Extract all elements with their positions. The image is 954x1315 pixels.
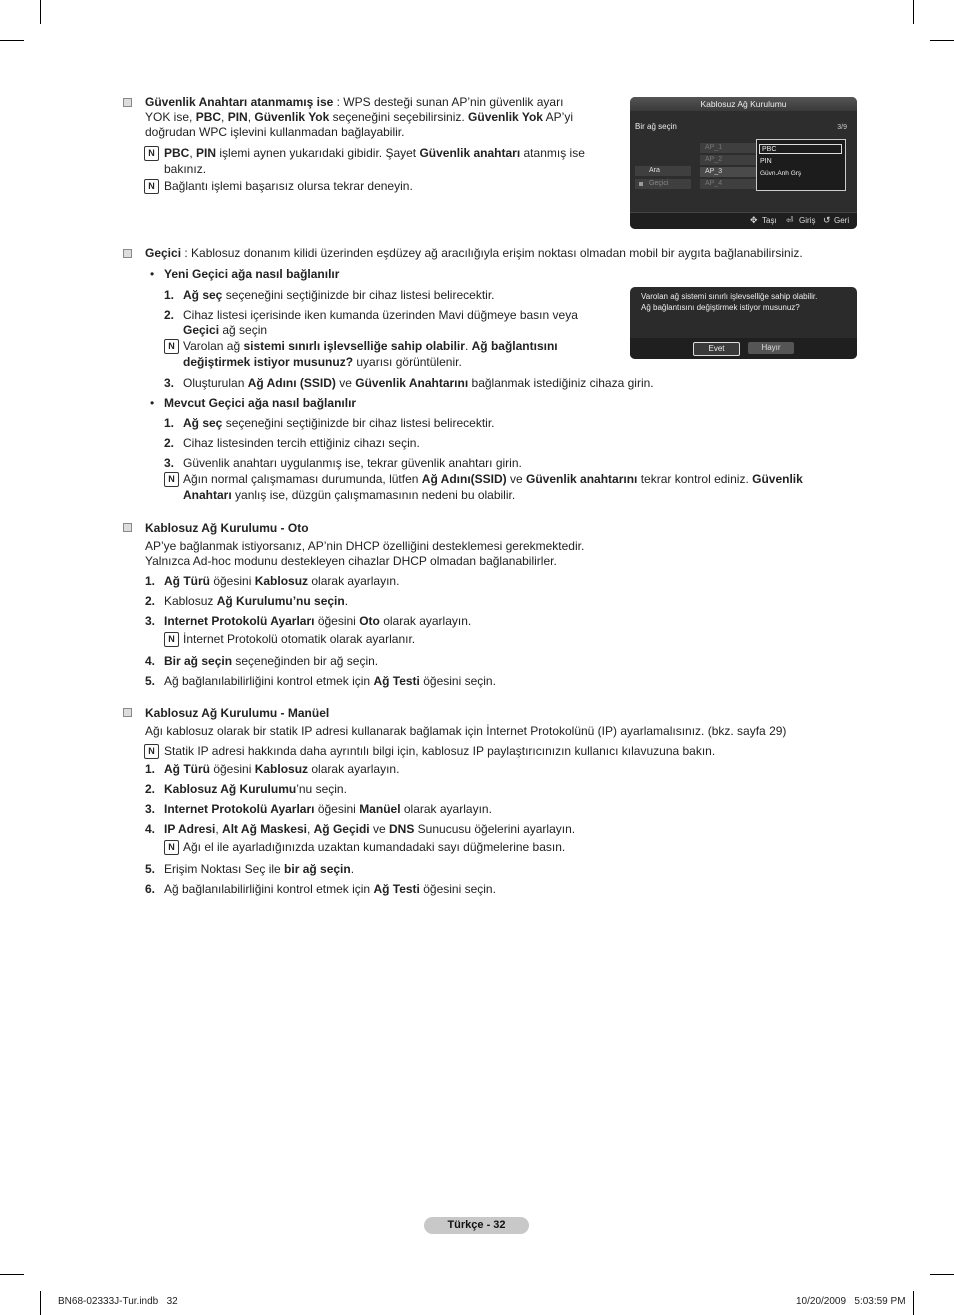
footer-file: BN68-02333J-Tur.indb 32 (58, 1296, 178, 1307)
section-title (145, 706, 329, 720)
crop-mark (913, 0, 914, 24)
text: uyarısı görüntülenir. (353, 355, 462, 369)
bold-text: Kablosuz (254, 762, 309, 776)
note-line (183, 632, 415, 646)
text: Ağı kablosuz olarak bir statik IP adresi kullanarak bağlamak için İnternet Protokolünü (IP) ayarlamalısınız. (bkz. sayfa 29) (145, 724, 787, 738)
note-icon: N (164, 632, 179, 647)
note-icon: N (164, 840, 179, 855)
step-number: 3. (145, 614, 156, 628)
bold-text: Güvenlik Anahtarını (355, 376, 469, 390)
bold-text: Ağ Geçidi (313, 822, 370, 836)
step-line (164, 594, 348, 608)
text: , (215, 822, 223, 836)
section-title (145, 521, 309, 535)
text: Ağ bağlanılabilirliğini kontrol etmek için (164, 882, 374, 896)
text: tekrar kontrol ediniz. (637, 472, 753, 486)
text: Bağlantı işlemi başarısız olursa tekrar deneyin. (164, 179, 413, 193)
square-bullet-icon (123, 523, 132, 532)
bold-text: Manüel (359, 802, 401, 816)
text: Yalnızca Ad-hoc modunu destekleyen cihazlar DHCP olmadan bağlanabilirler. (145, 554, 557, 568)
text: Güvenlik anahtarı uygulanmış ise, tekrar güvenlik anahtarı girin. (183, 456, 522, 470)
text: Oluşturulan (183, 376, 248, 390)
text: ’nu seçin. (296, 782, 347, 796)
bold-text: Ağ seç (183, 288, 223, 302)
bold-text: PBC (164, 146, 190, 160)
crop-mark (0, 40, 24, 41)
tv-footer (630, 212, 857, 229)
step-number: 1. (164, 288, 175, 302)
bold-text: PBC (195, 110, 222, 124)
note-line (164, 179, 413, 193)
paragraph-line (145, 110, 573, 124)
bold-text: Mevcut Geçici ağa nasıl bağlanılır (164, 396, 357, 410)
bold-text: Ağ seç (183, 416, 223, 430)
bold-text: Ağ Testi (373, 882, 420, 896)
bold-text: Güvenlik anahtarını (526, 472, 638, 486)
bold-text: Oto (359, 614, 380, 628)
ap-item[interactable]: AP_2 (700, 155, 761, 165)
popup-item[interactable]: Güvn.Anh Grş (760, 170, 802, 177)
tv-left-item[interactable] (635, 166, 691, 176)
bold-text: Güvenlik Yok (468, 110, 543, 124)
bold-text: DNS (388, 822, 415, 836)
step-line (183, 436, 420, 450)
tv-footer-move: Taşı (762, 216, 777, 225)
text: olarak ayarlayın. (379, 614, 472, 628)
crop-mark (930, 1274, 954, 1275)
note-icon: N (144, 744, 159, 759)
bold-text: Ağ Kurulumu’nu seçin (216, 594, 345, 608)
text: öğesini seçin. (419, 674, 496, 688)
text: : WPS desteği sunan AP’nin güvenlik ayarı (333, 95, 564, 109)
note-line (183, 840, 565, 854)
bold-text: Kablosuz Ağ Kurulumu - Manüel (145, 706, 330, 720)
tv-footer-enter: Giriş (799, 216, 816, 225)
text: atanmış ise (520, 146, 585, 160)
text: Ağın normal çalışmaması durumunda, lütfen (183, 472, 422, 486)
bold-text: Güvenlik Yok (254, 110, 330, 124)
text: seçeneğini seçtiğinizde bir cihaz listesi belirecektir. (222, 288, 495, 302)
text: olarak ayarlayın. (308, 574, 400, 588)
text: AP’yi (542, 110, 573, 124)
square-bullet-icon (123, 708, 132, 717)
step-line (164, 862, 354, 876)
step-line (183, 456, 522, 470)
step-number: 2. (164, 308, 175, 322)
tv-left-item[interactable] (635, 179, 691, 189)
text: YOK ise, (145, 110, 196, 124)
paragraph-line (145, 539, 584, 553)
tv-message-line: Varolan ağ sistemi sınırlı işlevselliğe sahip olabilir. (641, 292, 818, 301)
ap-item[interactable]: AP_3 (700, 167, 761, 177)
text: Ağı el ile ayarladığınızda uzaktan kumandadaki sayı düğmelerine basın. (183, 840, 566, 854)
move-icon: ✥ (750, 215, 758, 225)
text: olarak ayarlayın. (400, 802, 492, 816)
step-number: 6. (145, 882, 156, 896)
tv-left-item-label: Geçici (649, 180, 669, 187)
text: AP’ye bağlanmak istiyorsanız, AP’nin DHCP özelliğini desteklemesi gerekmektedir. (145, 539, 585, 553)
text: Sunucusu öğelerini ayarlayın. (414, 822, 576, 836)
bold-text: Internet Protokolü Ayarları (164, 614, 315, 628)
step-line (164, 882, 496, 896)
step-line (164, 822, 575, 836)
note-line (183, 488, 515, 502)
text: . (464, 339, 472, 353)
text: . (350, 862, 355, 876)
paragraph-line (145, 95, 563, 109)
bold-text: PIN (196, 146, 217, 160)
text: Statik IP adresi hakkında daha ayrıntılı bilgi için, kablosuz IP paylaştırıcınızın kullanıcı kılavuzuna bakın. (164, 744, 716, 758)
tv-label: Bir ağ seçin (635, 122, 677, 131)
step-number: 1. (145, 762, 156, 776)
bold-text: Güvenlik Anahtarı atanmamış ise (145, 95, 334, 109)
bold-text: Güvenlik (752, 472, 803, 486)
crop-mark (913, 1291, 914, 1315)
text: İnternet Protokolü otomatik olarak ayarlanır. (183, 632, 416, 646)
bold-text: Güvenlik anahtarı (419, 146, 521, 160)
bold-text: Ağ Türü (164, 762, 210, 776)
bold-text: Anahtarı (183, 488, 232, 502)
note-icon: N (164, 472, 179, 487)
tv-message-line: Ağ bağlantısını değiştirmek istiyor musunuz? (641, 303, 800, 312)
security-popup (756, 139, 846, 191)
text: , (221, 110, 228, 124)
note-line (164, 744, 715, 758)
text: öğesini (314, 614, 360, 628)
text: ve (335, 376, 356, 390)
step-number: 4. (145, 654, 156, 668)
no-button[interactable]: Hayır (748, 342, 794, 354)
text: ve (369, 822, 389, 836)
ap-item[interactable]: AP_4 (700, 179, 761, 189)
bold-text: Ağ bağlantısını (471, 339, 558, 353)
note-icon: N (164, 339, 179, 354)
crop-mark (0, 1274, 24, 1275)
bold-text: Alt Ağ Maskesi (222, 822, 307, 836)
note-line (183, 355, 462, 369)
blue-square-icon (639, 182, 643, 186)
bold-text: Ağ Adını(SSID) (421, 472, 507, 486)
tv-left-item-label: Ara (649, 167, 660, 174)
text: Erişim Noktası Seç ile (164, 862, 285, 876)
square-bullet-icon (123, 249, 132, 258)
crop-mark (40, 0, 41, 24)
subsection-title (164, 396, 356, 410)
step-number: 2. (145, 594, 156, 608)
text: , (189, 146, 197, 160)
bold-text: PIN (227, 110, 248, 124)
tv-divider (630, 338, 857, 359)
step-number: 2. (145, 782, 156, 796)
bullet-icon: • (150, 396, 155, 410)
step-number: 3. (164, 456, 175, 470)
step-number: 1. (145, 574, 156, 588)
text: seçeneğini seçtiğinizde bir cihaz listesi belirecektir. (222, 416, 495, 430)
text: yanlış ise, düzgün çalışmamasının nedeni bu olabilir. (231, 488, 516, 502)
text: Varolan ağ (183, 339, 244, 353)
bold-text: Kablosuz Ağ Kurulumu - Oto (145, 521, 309, 535)
bold-text: Internet Protokolü Ayarları (164, 802, 315, 816)
text: öğesini (314, 802, 360, 816)
step-line (164, 574, 399, 588)
bold-text: Kablosuz (254, 574, 309, 588)
paragraph-line (145, 724, 786, 738)
text: Cihaz listesi içerisinde iken kumanda üzerinden Mavi düğmeye basın veya (183, 308, 578, 322)
step-line (164, 802, 492, 816)
text: seçeneğinden bir ağ seçin. (232, 654, 379, 668)
text: : Kablosuz donanım kilidi üzerinden eşdüzey ağ aracılığıyla erişim noktası olmadan mobil bir aygıta bağlanabilirsiniz. (181, 246, 803, 260)
text: ağ seçin (219, 323, 268, 337)
bullet-icon: • (150, 267, 155, 281)
bold-text: Geçici (145, 246, 182, 260)
bold-text: Ağ Türü (164, 574, 210, 588)
crop-mark (40, 1291, 41, 1315)
text: olarak ayarlayın. (308, 762, 400, 776)
step-line (164, 614, 471, 628)
note-icon: N (144, 146, 159, 161)
bold-text: Yeni Geçici ağa nasıl bağlanılır (164, 267, 340, 281)
step-number: 1. (164, 416, 175, 430)
subsection-title (164, 267, 339, 281)
tv-footer-back: Geri (834, 216, 850, 225)
tv-header: Kablosuz Ağ Kurulumu (630, 97, 857, 111)
text: , (247, 110, 255, 124)
step-line (183, 308, 578, 322)
step-number: 5. (145, 862, 156, 876)
step-line (164, 674, 496, 688)
note-line (164, 146, 585, 160)
step-line (183, 416, 495, 430)
bold-text: Geçici (183, 323, 220, 337)
return-icon: ↺ (823, 215, 831, 225)
bold-text: Ağ Testi (373, 674, 420, 688)
paragraph-line (145, 246, 803, 260)
note-line (183, 339, 558, 353)
footer-datetime: 10/20/2009 5:03:59 PM (796, 1296, 906, 1307)
paragraph-line (145, 125, 404, 139)
popup-item[interactable]: PIN (760, 158, 772, 165)
text: Cihaz listesinden tercih ettiğiniz cihazı seçin. (183, 436, 420, 450)
text: . (344, 594, 349, 608)
tv-screen-warning (630, 287, 857, 359)
crop-mark (930, 40, 954, 41)
tv-screen-network-select (630, 97, 857, 229)
text: , (306, 822, 314, 836)
bold-text: Ağ Adını (SSID) (247, 376, 336, 390)
text: işlemi aynen yukarıdaki gibidir. Şayet (216, 146, 420, 160)
text: Ağ bağlanılabilirliğini kontrol etmek için (164, 674, 374, 688)
note-line (183, 472, 803, 486)
note-line (164, 162, 206, 176)
step-number: 3. (145, 802, 156, 816)
bold-text: bir ağ seçin (284, 862, 351, 876)
square-bullet-icon (123, 98, 132, 107)
step-line (183, 323, 267, 337)
bold-text: Kablosuz Ağ Kurulumu (164, 782, 297, 796)
bold-text: sistemi sınırlı işlevselliğe sahip olabilir (243, 339, 465, 353)
step-number: 2. (164, 436, 175, 450)
step-number: 5. (145, 674, 156, 688)
text: öğesini seçin. (419, 882, 496, 896)
text: doğrudan WPC işlevini kullanmadan bağlayabilir. (145, 125, 405, 139)
text: ve (506, 472, 527, 486)
step-line (183, 376, 654, 390)
step-number: 4. (145, 822, 156, 836)
page-number-label: Türkçe - 32 (424, 1217, 529, 1234)
bold-text: Bir ağ seçin (164, 654, 233, 668)
text: öğesini (210, 574, 255, 588)
popup-item-label: PBC (762, 146, 777, 153)
text: seçeneğini seçebilirsiniz. (329, 110, 469, 124)
bold-text: IP Adresi (164, 822, 216, 836)
ap-item[interactable]: AP_1 (700, 143, 761, 153)
step-line (164, 782, 347, 796)
enter-icon: ⏎ (786, 215, 794, 225)
text: öğesini (210, 762, 255, 776)
text: bakınız. (164, 162, 207, 176)
step-line (183, 288, 495, 302)
step-line (164, 654, 378, 668)
step-number: 3. (164, 376, 175, 390)
tv-page-indicator: 3/9 (837, 124, 847, 131)
text: bağlanmak istediğiniz cihaza girin. (468, 376, 654, 390)
yes-button[interactable]: Evet (693, 342, 740, 356)
paragraph-line (145, 554, 557, 568)
note-icon: N (144, 179, 159, 194)
step-line (164, 762, 399, 776)
bold-text: değiştirmek istiyor musunuz? (183, 355, 354, 369)
text: Kablosuz (164, 594, 217, 608)
popup-item-selected[interactable] (759, 144, 842, 154)
